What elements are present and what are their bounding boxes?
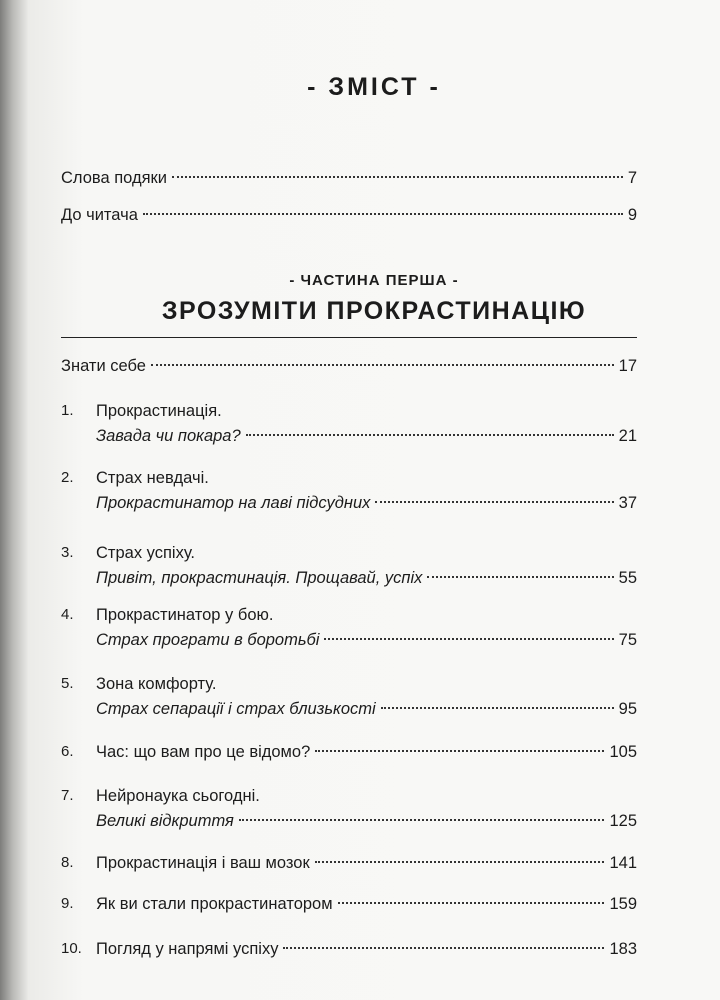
chapter-number: 2. xyxy=(61,469,74,486)
divider xyxy=(61,337,637,338)
dot-leader xyxy=(246,434,614,436)
chapter-number: 8. xyxy=(61,854,74,871)
book-spine-shadow xyxy=(0,0,28,1000)
chapter-number: 6. xyxy=(61,743,74,760)
entry-page: 9 xyxy=(627,206,637,224)
chapter-number: 5. xyxy=(61,675,74,692)
chapter-title[interactable]: Страх невдачі. xyxy=(96,469,209,487)
toc-entry-chapter-7[interactable] xyxy=(96,810,637,832)
toc-entry-chapter-4[interactable] xyxy=(96,629,637,651)
dot-leader xyxy=(283,947,604,949)
chapter-title: Прокрастинація і ваш мозок xyxy=(96,854,310,872)
dot-leader xyxy=(143,213,623,215)
chapter-number: 7. xyxy=(61,787,74,804)
entry-page: 95 xyxy=(618,700,637,718)
dot-leader xyxy=(375,501,613,503)
toc-entry-to-reader[interactable] xyxy=(61,204,637,226)
toc-entry-chapter-10[interactable] xyxy=(96,938,637,960)
chapter-number: 9. xyxy=(61,895,74,912)
part-title: ЗРОЗУМІТИ ПРОКРАСТИНАЦІЮ xyxy=(161,297,587,325)
entry-page: 7 xyxy=(627,169,637,187)
chapter-title: Погляд у напрямі успіху xyxy=(96,940,279,958)
entry-page: 37 xyxy=(618,494,637,512)
entry-page: 17 xyxy=(618,357,637,375)
dot-leader xyxy=(151,364,614,366)
chapter-title: Як ви стали прокрастинатором xyxy=(96,895,333,913)
chapter-title: Час: що вам про це відомо? xyxy=(96,743,311,761)
toc-entry-chapter-2[interactable] xyxy=(96,492,637,514)
toc-entry-know-yourself[interactable] xyxy=(61,355,637,377)
entry-page: 21 xyxy=(618,427,637,445)
toc-entry-chapter-6[interactable] xyxy=(96,741,637,763)
entry-label: До читача xyxy=(61,206,138,224)
entry-page: 55 xyxy=(618,569,637,587)
toc-entry-acknowledgements[interactable] xyxy=(61,167,637,189)
dot-leader xyxy=(324,638,613,640)
chapter-subtitle: Страх програти в боротьбі xyxy=(96,631,320,649)
entry-page: 75 xyxy=(618,631,637,649)
chapter-subtitle: Завада чи покара? xyxy=(96,427,241,445)
toc-entry-chapter-3[interactable] xyxy=(96,567,637,589)
toc-title: - ЗМІСТ - xyxy=(307,73,441,101)
dot-leader xyxy=(315,861,605,863)
entry-page: 105 xyxy=(609,743,637,761)
entry-page: 141 xyxy=(609,854,637,872)
part-label: - ЧАСТИНА ПЕРША - xyxy=(289,272,459,289)
entry-page: 159 xyxy=(609,895,637,913)
entry-label: Знати себе xyxy=(61,357,146,375)
chapter-title[interactable]: Страх успіху. xyxy=(96,544,196,562)
chapter-title[interactable]: Нейронаука сьогодні. xyxy=(96,787,260,805)
chapter-number: 10. xyxy=(61,940,82,957)
dot-leader xyxy=(427,576,613,578)
chapter-title[interactable]: Зона комфорту. xyxy=(96,675,217,693)
dot-leader xyxy=(239,819,605,821)
toc-entry-chapter-5[interactable] xyxy=(96,698,637,720)
book-page xyxy=(28,0,720,1000)
toc-entry-chapter-9[interactable] xyxy=(96,893,637,915)
dot-leader xyxy=(315,750,604,752)
dot-leader xyxy=(172,176,623,178)
chapter-subtitle: Прокрастинатор на лаві підсудних xyxy=(96,494,371,512)
chapter-subtitle: Привіт, прокрастинація. Прощавай, успіх xyxy=(96,569,423,587)
chapter-subtitle: Великі відкриття xyxy=(96,812,234,830)
dot-leader xyxy=(338,902,605,904)
chapter-number: 1. xyxy=(61,402,74,419)
entry-page: 125 xyxy=(609,812,637,830)
entry-label: Слова подяки xyxy=(61,169,167,187)
chapter-title[interactable]: Прокрастинація. xyxy=(96,402,222,420)
entry-page: 183 xyxy=(609,940,637,958)
chapter-number: 3. xyxy=(61,544,74,561)
chapter-subtitle: Страх сепарації і страх близькості xyxy=(96,700,376,718)
toc-entry-chapter-1[interactable] xyxy=(96,425,637,447)
toc-entry-chapter-8[interactable] xyxy=(96,852,637,874)
dot-leader xyxy=(381,707,614,709)
chapter-number: 4. xyxy=(61,606,74,623)
chapter-title[interactable]: Прокрастинатор у бою. xyxy=(96,606,274,624)
